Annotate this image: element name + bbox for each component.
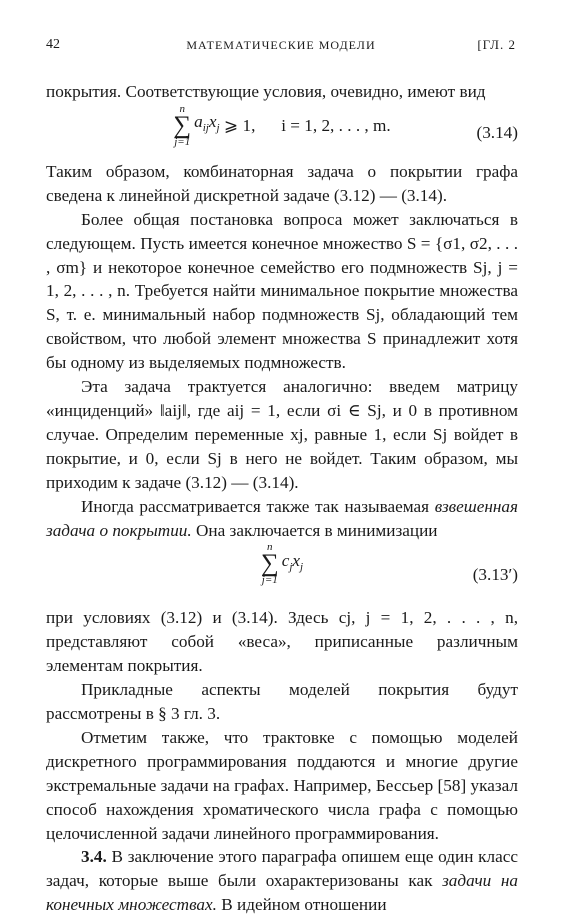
chapter-marker: [ГЛ. 2 [477,37,516,52]
page-body [46,80,518,917]
paragraph-8: Отметим также, что трактовке с помощью моделей дискретного программирования поддаются и многие другие экстремальные задачи на графах. Например, Бессьер [58] указал способ нахождения хроматического числа графа с помощью целочисленной задачи линейного программирования. [46,727,518,843]
paragraph-7: Прикладные аспекты моделей покрытия будут рассмотрены в § 3 гл. 3. [46,680,518,724]
sum-symbol: n ∑ j=1 [173,102,192,148]
sum-symbol: n ∑ j=1 [260,541,279,587]
equation-3-14-label: (3.14) [476,122,518,142]
sum-lower-limit: j=1 [261,574,278,587]
sum-lower-limit: j=1 [174,135,191,148]
paragraph-5: Иногда рассматривается также так называемая взвешенная задача о покрытии. Она заключается в минимизации [46,496,518,540]
term-weighted-cover: взвешенная задача о покрытии. [46,496,518,540]
paragraph-1: покрытия. Соответствующие условия, очевидно, имеют вид [46,82,486,101]
equation-3-13-prime-label: (3.13′) [472,565,518,585]
term-finite-sets: задачи на конечных множествах. [46,871,518,915]
equation-3-13-prime [46,542,518,606]
paragraph-3: Более общая постановка вопроса может заключаться в следующем. Пусть имеется конечное множество S = {σ1, σ2, . . . , σm} и некоторое конечное семейство его подмножеств Sj, j = 1, 2, . . . , n. Требуется найти минимальное покрытие множества S, т. е. минимальный набор подмножеств Sj, обладающий тем свойством, что любой элемент множества S принадлежит хотя бы одному из выделяемых подмножеств. [46,209,518,373]
equation-3-14-relation: ⩾ 1, i = 1, 2, . . . , m. [219,115,391,135]
paragraph-4: Эта задача трактуется аналогично: введем матрицу «инциденций» ‖aij‖, где aij = 1, если σi ∈ Sj, и 0 в противном случае. Определим переменные xj, равные 1, если Sj войдет в покрытие, и 0, если Sj в него не войдет. Таким образом, мы приходим к задаче (3.12) — (3.14). [46,377,518,492]
page-number: 42 [46,37,60,52]
sum-upper-limit: n [179,102,185,115]
equation-3-14 [46,104,518,160]
equation-3-13-prime-formula: n ∑ j=1 $c_jx_j$ [260,541,304,587]
paragraph-6: при условиях (3.12) и (3.14). Здесь cj, j = 1, 2, . . . , n, представляют собой «веса», приписанные различным элементам покрытия. [46,608,518,676]
paragraph-9: 3.4. В заключение этого параграфа опишем еще один класс задач, которые выше были охарактеризованы как задачи на конечных множествах. В идейном отношении [46,847,518,915]
equation-3-14-formula: n ∑ j=1 $a_{ij}x_j$ ⩾ 1, i = 1, 2, . . . , m. [173,102,391,148]
sum-upper-limit: n [267,541,273,554]
running-title: МАТЕМАТИЧЕСКИЕ МОДЕЛИ [186,38,376,52]
section-number: 3.4. [81,847,107,867]
page-header [46,37,516,61]
paragraph-2: Таким образом, комбинаторная задача о покрытии графа сведена к линейной дискретной задаче (3.12) — (3.14). [46,161,518,205]
